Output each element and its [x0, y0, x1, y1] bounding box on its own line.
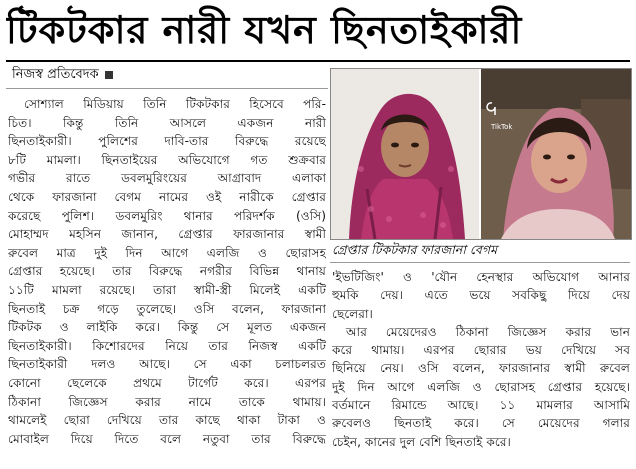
text-line: 'ইভটিজিং' ও 'যৌন হেনস্থার অভিযোগ আনার [332, 270, 630, 284]
byline-rule [6, 88, 328, 89]
article-left-column [8, 95, 326, 467]
text-line: রুবেলও ছিনতাই করে। সে মেয়েদের গলার [332, 416, 630, 431]
text-line: মোহাম্মদ মহসিন জানান, গ্রেপ্তার ফারজানার স্বামী [8, 227, 326, 242]
tiktok-screenshot-photo [481, 69, 631, 239]
byline-text: নিজস্ব প্রতিবেদক [12, 67, 99, 82]
portrait-photo-arrested [331, 69, 479, 239]
tiktok-watermark: TikTok [491, 123, 513, 131]
text-line: হুমকি দেয়। এতে ভয়ে সবকিছু দিয়ে দেয় [332, 288, 630, 303]
text-line: আর মেয়েদেরও ঠিকানা জিজ্ঞেস করার ভান [346, 324, 630, 339]
text-line: সোশ্যাল মিডিয়ায় তিনি টিকটকার হিসেবে পরি- [24, 97, 326, 111]
text-line: টিকটক ও লাইকি করে। কিন্তু সে মূলত একজন [8, 320, 326, 335]
text-line: ছেলেরা। [332, 306, 373, 321]
text-line: থামলেই ছোরা দেখিয়ে তার কাছে থাকা টাকা ও [8, 413, 326, 428]
text-line: গ্রেপ্তার হয়েছে। তার বিরুদ্ধে নগরীর বিভিন্ন থানায় [8, 264, 326, 279]
text-line: চেইন, কানের দুল বেশি ছিনতাই করে। [332, 434, 511, 449]
text-line: রুবেল মাত্র দুই দিন আগে এলজি ও ছোরাসহ [8, 245, 326, 260]
text-line: ১১টি মামলা রয়েছে। তারা স্বামী-স্ত্রী মিলেই একটি [8, 282, 326, 297]
caption-rule [330, 262, 630, 263]
tiktok-illustration [481, 69, 631, 239]
text-line: ছিনতাইকারী। পুলিশের দাবি-তার বিরুদ্ধে রয়েছে [8, 134, 326, 149]
text-line: গভীর রাতে ডবলমুরিংয়ের আগ্রাবাদ এলাকা [8, 171, 326, 186]
text-line: বর্তমানে রিমান্ডে আছে। ১১ মামলার আসামি [332, 398, 630, 413]
text-line: চিত। কিন্তু তিনি আসলে একজন নারী [8, 115, 326, 130]
portrait-illustration [331, 69, 479, 239]
text-line: ৮টি মামলা। ছিনতাইয়ের অভিযোগে গত শুক্রবার [8, 152, 326, 167]
byline [12, 66, 113, 84]
text-line: থেকে ফারজানা বেগম নামের ওই নারীকে গ্রেপ্তার [8, 189, 326, 204]
text-line: মোবাইল দিয়ে দিতে বলে নতুবা তার বিরুদ্ধে [8, 431, 326, 446]
byline-square-icon [105, 71, 113, 79]
headline-rule [6, 60, 630, 62]
text-line: ছিনতাইকারী। কিশোরদের নিয়ে তার নিজস্ব একটি [8, 338, 326, 353]
news-photo [330, 68, 632, 240]
text-line: ছিনতাইকারী দলও আছে। সে একা চলাচলরত [8, 357, 326, 372]
text-line: দুই দিন আগে এলজি ও ছোরাসহ গ্রেপ্তার হয়েছে। [332, 379, 630, 394]
text-line: করে থামায়। এরপর ছোরার ভয় দেখিয়ে সব [332, 343, 630, 358]
text-line: ছিনিয়ে নেয়। ওসি বলেন, ফারজানার স্বামী রুবেল [332, 361, 630, 376]
photo-caption: গ্রেপ্তার টিকটকার ফারজানা বেগম [332, 242, 498, 257]
text-line: ঠিকানা জিজ্ঞেস করার নামে তাকে থামায়। [8, 394, 326, 409]
headline: টিকটকার নারী যখন ছিনতাইকারী [6, 8, 523, 52]
text-line: কোনো ছেলেকে প্রথমে টার্গেট করে। এরপর [8, 375, 326, 390]
text-line: ছিনতাই চক্র গড়ে তুলেছে। ওসি বলেন, ফারজানা [8, 301, 326, 316]
article-right-column [332, 268, 630, 467]
text-line: করেছে পুলিশ। ডবলমুরিং থানার পরিদর্শক (ওসি) [8, 208, 326, 223]
